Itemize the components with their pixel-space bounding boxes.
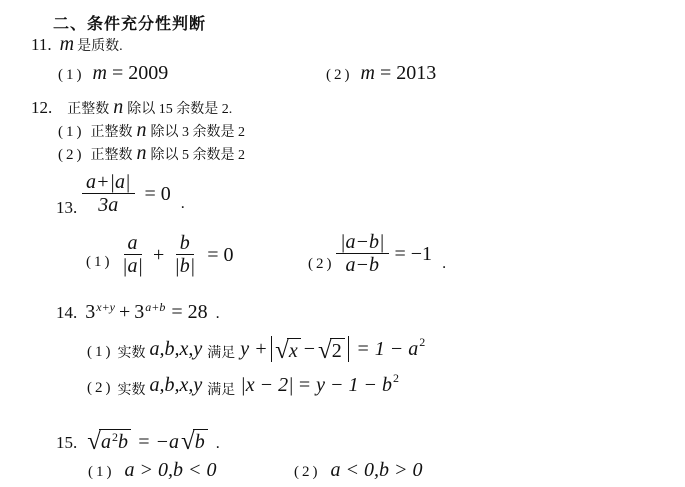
minus-operator: − [303,337,316,360]
fraction-numerator: a+|a| [82,172,135,194]
abs-bar [271,336,273,362]
problem-11-condition-1 [58,62,168,85]
square-root [275,337,301,362]
trailing-period: . [215,305,220,322]
fraction-denominator: |b| [174,255,196,277]
condition-label: (2) [87,380,114,396]
fraction [82,172,135,216]
math-variable: b [117,431,128,453]
condition-text: 实数 [117,346,146,361]
problem-14-condition-1 [87,336,425,362]
condition-label: (1) [58,67,85,83]
problem-14-condition-2 [87,371,400,398]
trailing-period: . [215,435,220,452]
math-variables: a,b,x,y [149,374,203,396]
section-title: 二、条件充分性判断 [53,16,207,33]
radicand: x [287,338,301,361]
square-root [318,337,345,362]
problem-14-stem [56,301,220,324]
trailing-period: . [442,255,447,272]
condition-math: a < 0,b > 0 [330,459,423,481]
stem-text: 除以 15 余数是 2. [127,102,233,117]
equation-value: = 1 − a [356,337,419,360]
stem-text: 正整数 [67,102,110,117]
radical-sign-icon: √ [87,428,101,455]
condition-text: 正整数 [90,148,133,163]
fraction-denominator: a−b [345,254,379,276]
problem-13-stem [82,172,185,216]
equation-value: = 2013 [379,62,437,84]
square-root [181,428,208,453]
math-variable: n [136,142,147,164]
math-exponent: 2 [419,334,426,349]
problem-13-condition-2 [336,232,446,276]
problem-12-condition-1 [58,119,245,142]
radical-sign-icon: √ [275,336,289,364]
equation-value: = 28 [171,301,208,323]
problem-11-stem [31,33,123,56]
condition-text: 除以 3 余数是 2 [150,125,245,140]
math-variable: n [136,119,147,141]
fraction-numerator: b [176,233,194,255]
problem-12-condition-2 [58,142,245,165]
math-exponent: 2 [393,371,400,385]
problem-13-condition-1 [118,233,234,277]
equation-value: = y − 1 − b [297,374,393,396]
condition-label: (1) [58,124,85,140]
equation-value: = 0 [144,182,171,205]
equation-value: = −a [136,431,179,453]
condition-text: 除以 5 余数是 2 [150,148,245,163]
fraction [170,233,199,277]
radical-sign-icon: √ [180,428,195,455]
problem-15-condition-1 [88,459,217,482]
plus-operator: + [119,301,131,323]
math-variables: a,b,x,y [149,337,203,360]
absolute-value: |x − 2| [240,374,294,396]
radicand [99,429,131,452]
problem-15-stem [56,428,220,454]
condition-label: (1) [88,464,115,480]
condition-label: (2) [58,147,85,163]
math-lead: y + [240,337,268,360]
square-root [87,428,131,453]
math-variable: m [59,33,75,55]
stem-text: 是质数. [77,39,123,54]
equation-value: = 2009 [111,62,169,84]
problem-15-condition-2 [294,459,423,482]
condition-text: 满足 [207,382,236,398]
condition-math: a > 0,b < 0 [124,459,217,481]
fraction-denominator: |a| [122,255,143,277]
problem-number: 12. [31,98,53,117]
condition-label: (1) [87,343,114,360]
math-variable: m [360,62,375,84]
trailing-period: . [180,195,185,212]
fraction-numerator: |a−b| [336,232,389,254]
condition-text: 正整数 [90,125,133,140]
abs-bar [348,336,350,362]
equation-value: = −1 [394,242,433,265]
condition-text: 满足 [207,346,236,361]
math-variable: m [92,62,107,84]
condition-label: (1) [86,254,113,270]
radical-sign-icon: √ [318,336,332,364]
problem-number: 13. [56,198,78,217]
plus-operator: + [153,243,165,266]
equation-value: = 0 [207,243,234,266]
math-exponent: x+y [96,300,115,314]
fraction [118,233,147,277]
problem-number: 11. [31,35,52,54]
fraction [336,232,389,276]
condition-text: 实数 [117,382,146,398]
condition-label: (2) [294,464,321,480]
condition-label: (2) [326,67,353,83]
radicand: b [193,429,208,452]
math-variable: n [113,96,124,118]
math-exponent: a+b [145,300,166,314]
math-base: 3 [134,301,145,323]
math-exponent: 2 [111,430,118,444]
fraction-numerator: a [124,233,142,255]
problem-11-condition-2 [326,62,436,85]
problem-number: 15. [56,433,78,452]
radicand: 2 [330,338,345,361]
math-variable: a [100,431,111,453]
problem-12-stem [31,96,232,119]
condition-label: (2) [308,256,335,272]
math-base: 3 [85,301,96,323]
problem-number: 14. [56,303,78,322]
fraction-denominator: 3a [98,194,119,216]
